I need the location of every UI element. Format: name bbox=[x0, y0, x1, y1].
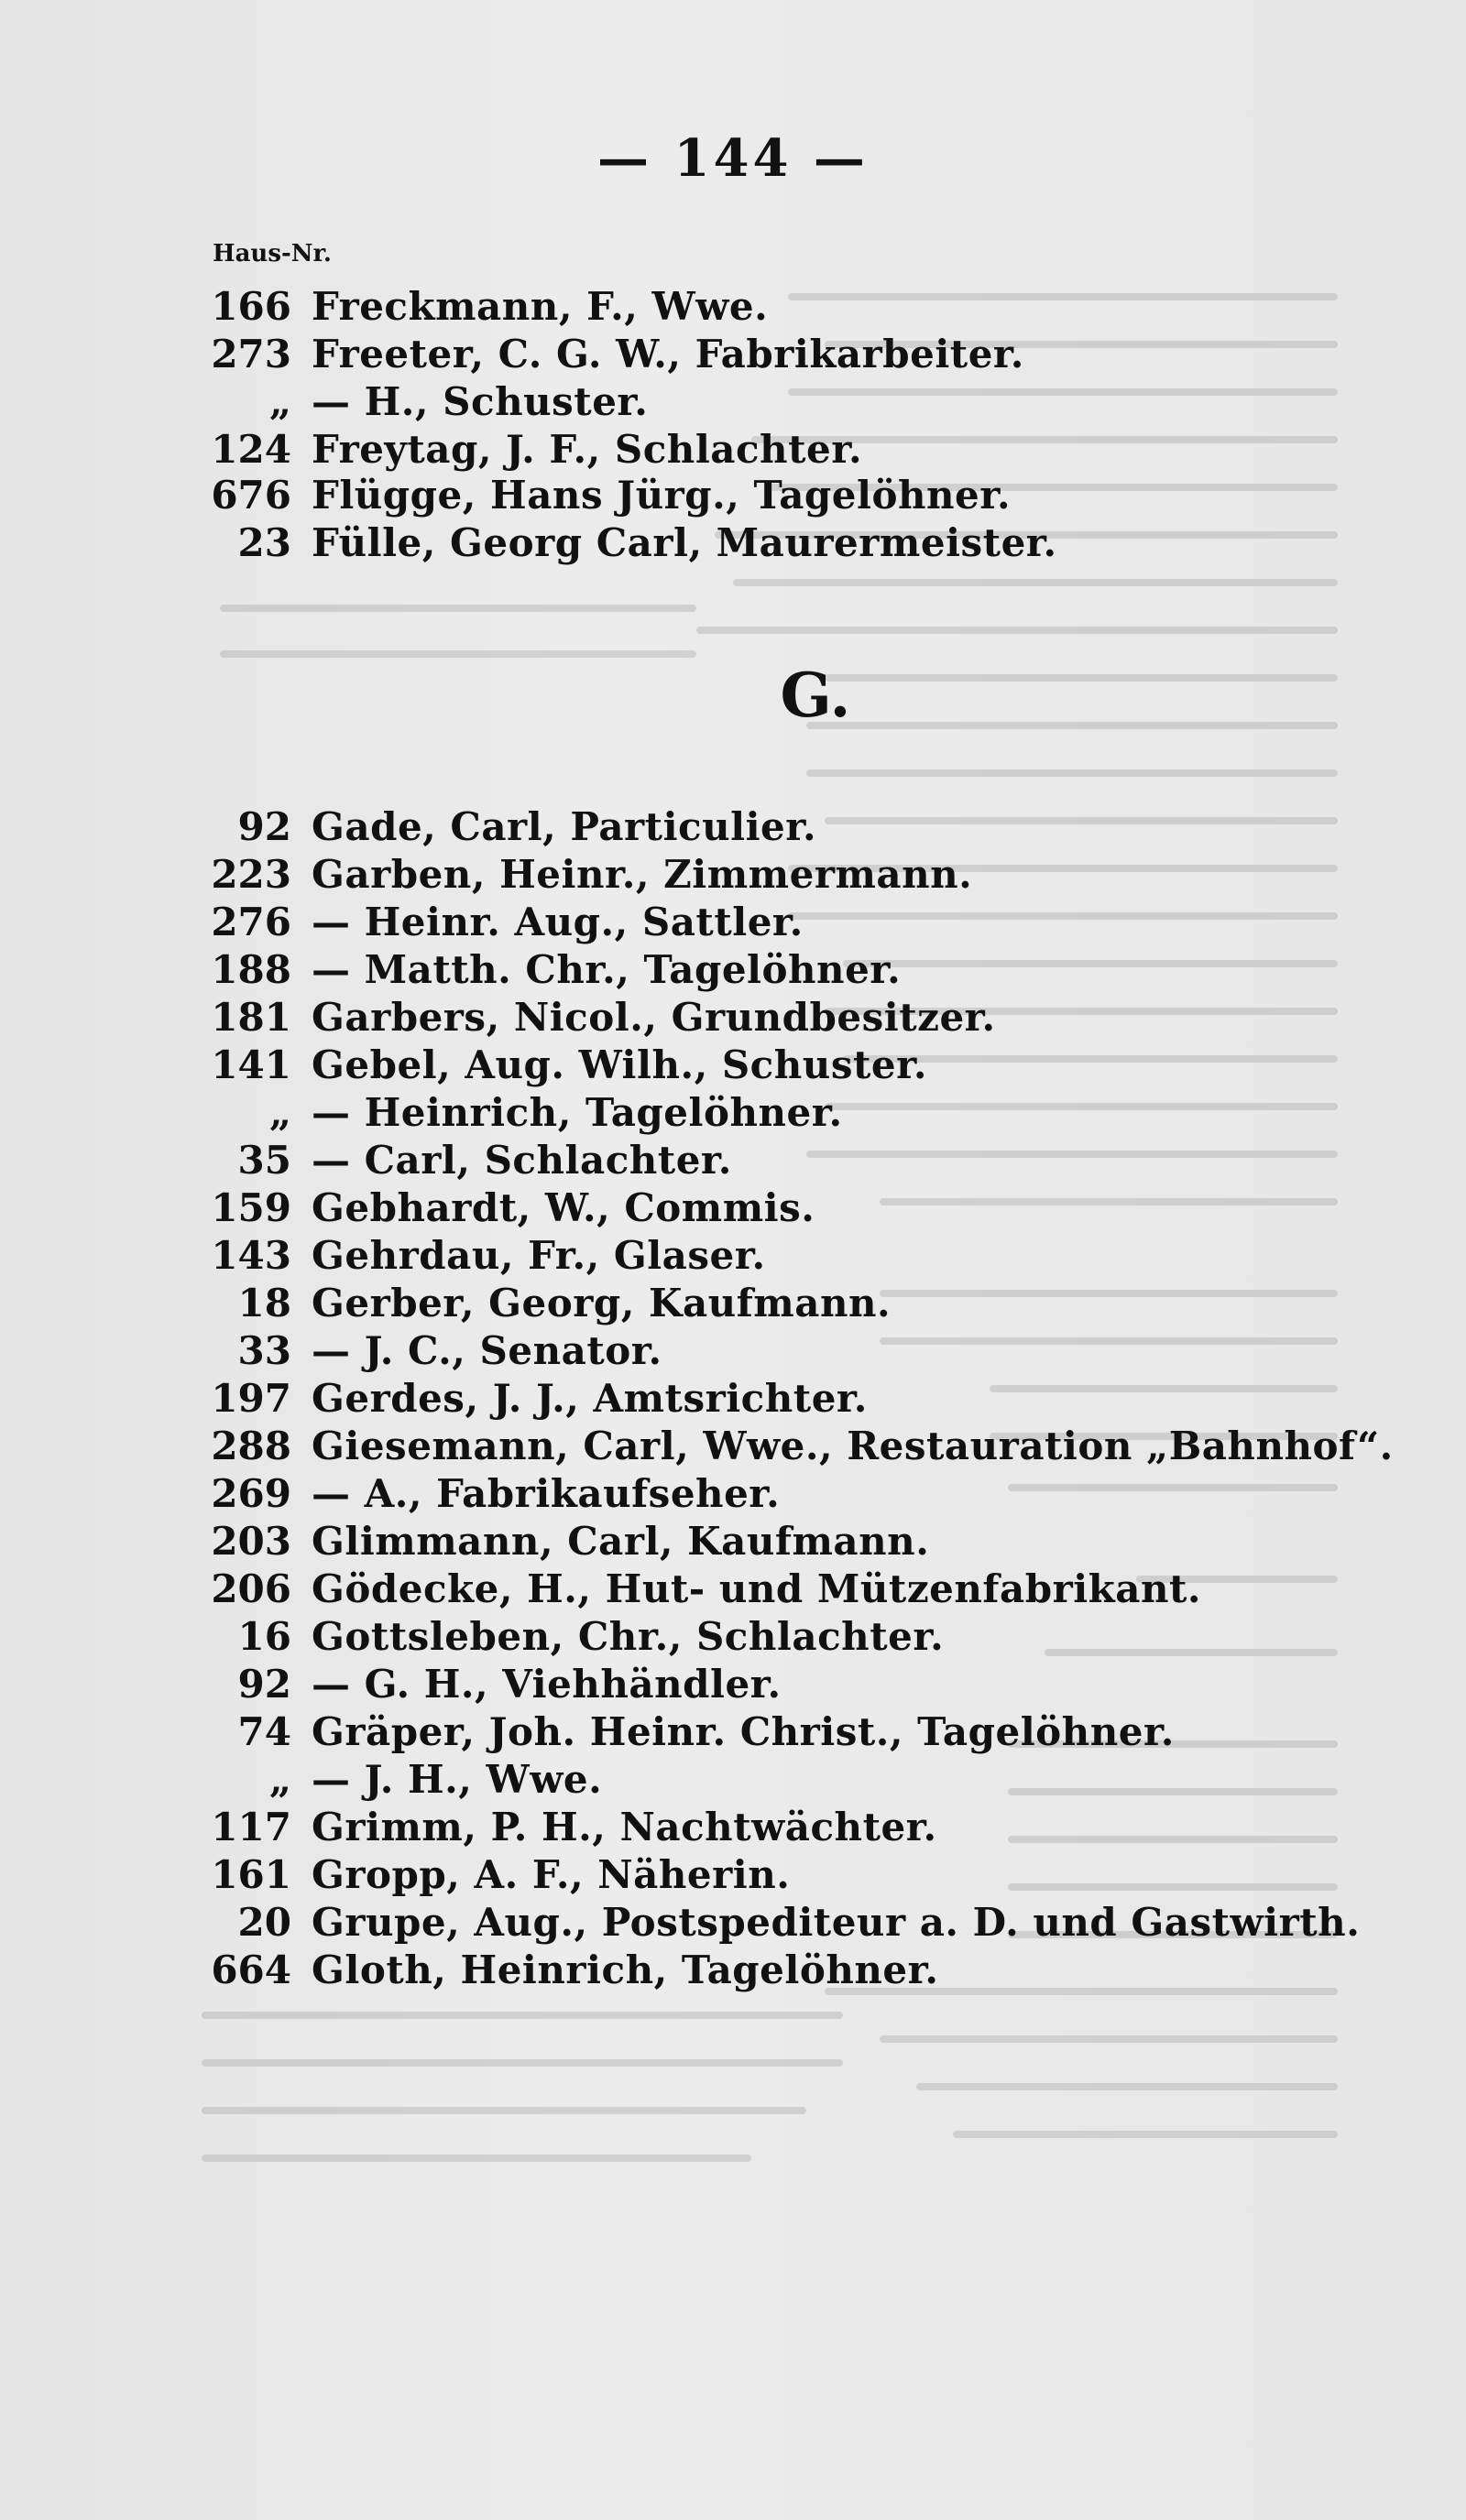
entry-text: Gebhardt, W., Commis. bbox=[312, 1185, 815, 1230]
entry-text: Grupe, Aug., Postspediteur a. D. und Gastwirth. bbox=[312, 1900, 1361, 1945]
house-number: 23 bbox=[237, 520, 291, 565]
house-number: 273 bbox=[211, 332, 291, 376]
house-number: 117 bbox=[211, 1805, 291, 1849]
entry-text: Garben, Heinr., Zimmermann. bbox=[312, 852, 973, 897]
house-number: 16 bbox=[237, 1614, 291, 1659]
house-number: „ bbox=[268, 1757, 291, 1802]
house-number: 92 bbox=[237, 1662, 291, 1707]
house-number: „ bbox=[268, 1090, 291, 1135]
entry-text: Gerdes, J. J., Amtsrichter. bbox=[312, 1376, 868, 1421]
directory-entry bbox=[0, 1279, 1466, 1328]
directory-entry bbox=[0, 1469, 1466, 1519]
house-number: „ bbox=[268, 379, 291, 424]
house-number: 74 bbox=[237, 1709, 291, 1754]
house-number: 166 bbox=[211, 284, 291, 329]
directory-entry bbox=[0, 1517, 1466, 1566]
house-number: 276 bbox=[211, 900, 291, 944]
page-number: — 144 — bbox=[597, 128, 869, 189]
house-number: 197 bbox=[211, 1376, 291, 1421]
entry-text: — Carl, Schlachter. bbox=[312, 1138, 732, 1183]
directory-entry bbox=[0, 1088, 1466, 1138]
directory-entry bbox=[0, 850, 1466, 900]
entry-text: — G. H., Viehhändler. bbox=[312, 1662, 782, 1707]
entry-text: Fülle, Georg Carl, Maurermeister. bbox=[312, 520, 1057, 565]
house-number: 269 bbox=[211, 1471, 291, 1516]
directory-entry bbox=[0, 330, 1466, 379]
house-number: 188 bbox=[211, 947, 291, 992]
column-label-house-number: Haus-Nr. bbox=[213, 240, 332, 267]
entry-text: Gloth, Heinrich, Tagelöhner. bbox=[312, 1947, 939, 1992]
house-number: 124 bbox=[211, 427, 291, 472]
directory-entry bbox=[0, 1898, 1466, 1947]
directory-entry bbox=[0, 1041, 1466, 1090]
entry-text: Gebel, Aug. Wilh., Schuster. bbox=[312, 1042, 927, 1087]
entry-text: Gropp, A. F., Näherin. bbox=[312, 1852, 791, 1897]
entry-text: Gottsleben, Chr., Schlachter. bbox=[312, 1614, 945, 1659]
directory-entry bbox=[0, 1184, 1466, 1233]
house-number: 676 bbox=[211, 473, 291, 518]
directory-entry bbox=[0, 518, 1466, 568]
house-number: 664 bbox=[211, 1947, 291, 1992]
house-number: 203 bbox=[211, 1519, 291, 1564]
house-number: 20 bbox=[237, 1900, 291, 1945]
directory-entry bbox=[0, 1850, 1466, 1900]
directory-entry bbox=[0, 425, 1466, 475]
entry-text: Flügge, Hans Jürg., Tagelöhner. bbox=[312, 473, 1012, 518]
entry-text: Gräper, Joh. Heinr. Christ., Tagelöhner. bbox=[312, 1709, 1175, 1754]
entry-text: Freytag, J. F., Schlachter. bbox=[312, 427, 863, 472]
entry-text: — J. H., Wwe. bbox=[312, 1757, 603, 1802]
directory-entry bbox=[0, 1660, 1466, 1709]
entry-text: Gödecke, H., Hut- und Mützenfabrikant. bbox=[312, 1566, 1202, 1611]
entry-text: Garbers, Nicol., Grundbesitzer. bbox=[312, 995, 996, 1040]
directory-entry bbox=[0, 1565, 1466, 1614]
house-number: 33 bbox=[237, 1328, 291, 1373]
house-number: 159 bbox=[211, 1185, 291, 1230]
entry-text: Gehrdau, Fr., Glaser. bbox=[312, 1233, 766, 1278]
entry-text: Grimm, P. H., Nachtwächter. bbox=[312, 1805, 937, 1849]
entry-text: Gerber, Georg, Kaufmann. bbox=[312, 1281, 892, 1325]
section-letter: G. bbox=[780, 660, 851, 731]
house-number: 141 bbox=[211, 1042, 291, 1087]
directory-entry bbox=[0, 1326, 1466, 1376]
house-number: 92 bbox=[237, 804, 291, 849]
entry-text: Freeter, C. G. W., Fabrikarbeiter. bbox=[312, 332, 1024, 376]
house-number: 181 bbox=[211, 995, 291, 1040]
directory-entry bbox=[0, 1803, 1466, 1852]
directory-entry bbox=[0, 945, 1466, 995]
directory-entry bbox=[0, 282, 1466, 332]
house-number: 206 bbox=[211, 1566, 291, 1611]
directory-entry bbox=[0, 471, 1466, 520]
directory-entry bbox=[0, 1707, 1466, 1757]
directory-entry bbox=[0, 1422, 1466, 1471]
directory-entry bbox=[0, 1231, 1466, 1281]
entry-text: Freckmann, F., Wwe. bbox=[312, 284, 769, 329]
entry-text: — Heinrich, Tagelöhner. bbox=[312, 1090, 843, 1135]
directory-entry bbox=[0, 1374, 1466, 1424]
house-number: 223 bbox=[211, 852, 291, 897]
directory-entry bbox=[0, 898, 1466, 947]
directory-entry bbox=[0, 1755, 1466, 1805]
directory-entry bbox=[0, 1612, 1466, 1662]
entry-text: Giesemann, Carl, Wwe., Restauration „Bahnhof“. bbox=[312, 1424, 1394, 1468]
house-number: 143 bbox=[211, 1233, 291, 1278]
entry-text: — J. C., Senator. bbox=[312, 1328, 662, 1373]
directory-entry bbox=[0, 802, 1466, 852]
entry-text: Glimmann, Carl, Kaufmann. bbox=[312, 1519, 930, 1564]
house-number: 161 bbox=[211, 1852, 291, 1897]
entry-text: Gade, Carl, Particulier. bbox=[312, 804, 817, 849]
entry-text: — H., Schuster. bbox=[312, 379, 649, 424]
house-number: 288 bbox=[211, 1424, 291, 1468]
house-number: 18 bbox=[237, 1281, 291, 1325]
directory-entry bbox=[0, 1946, 1466, 1995]
directory-entry bbox=[0, 993, 1466, 1042]
house-number: 35 bbox=[237, 1138, 291, 1183]
entry-text: — Matth. Chr., Tagelöhner. bbox=[312, 947, 902, 992]
directory-entry bbox=[0, 1136, 1466, 1185]
directory-entry bbox=[0, 377, 1466, 427]
entry-text: — A., Fabrikaufseher. bbox=[312, 1471, 781, 1516]
entry-text: — Heinr. Aug., Sattler. bbox=[312, 900, 804, 944]
